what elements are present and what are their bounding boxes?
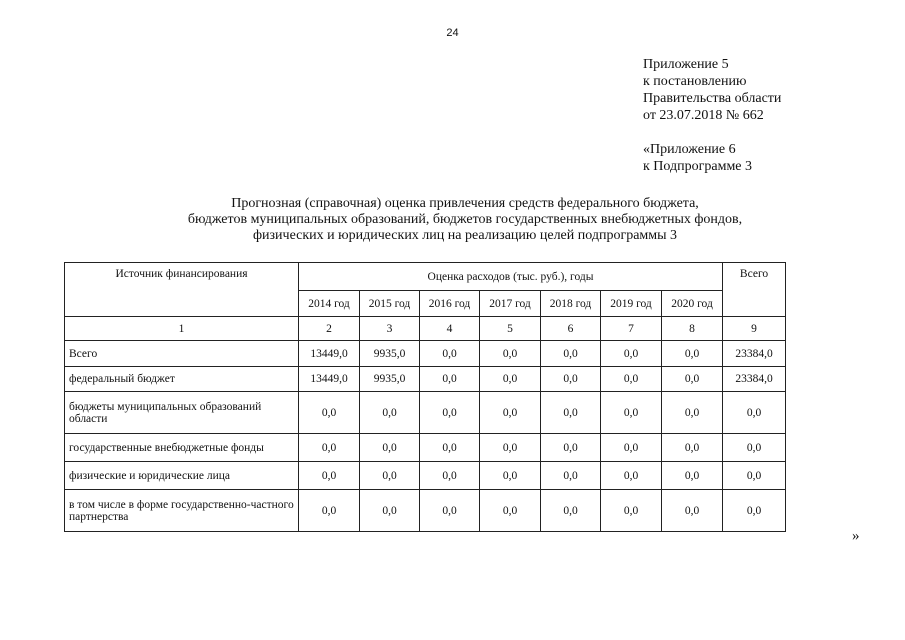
column-number: 8 [662,317,723,341]
value-cell: 0,0 [299,462,360,490]
value-cell: 0,0 [480,462,541,490]
appendix-header [643,56,781,175]
value-cell: 0,0 [662,341,723,367]
value-cell: 0,0 [601,367,662,392]
value-cell: 0,0 [541,367,601,392]
value-cell: 0,0 [480,392,541,434]
value-cell: 0,0 [360,462,420,490]
column-number: 1 [65,317,299,341]
appendix-line: от 23.07.2018 № 662 [643,108,764,123]
title-line: Прогнозная (справочная) оценка привлечения средств федерального бюджета, [231,196,699,211]
table-row [65,434,786,462]
column-number: 7 [601,317,662,341]
value-cell: 0,0 [601,434,662,462]
total-cell: 0,0 [723,434,786,462]
value-cell: 0,0 [360,490,420,532]
value-cell: 0,0 [480,341,541,367]
source-cell: государственные внебюджетные фонды [65,434,299,462]
value-cell: 0,0 [662,367,723,392]
value-cell: 0,0 [420,434,480,462]
value-cell: 0,0 [480,490,541,532]
value-cell: 0,0 [360,392,420,434]
year-header: 2014 год [299,291,360,317]
value-cell: 0,0 [601,490,662,532]
value-cell: 0,0 [662,490,723,532]
table-row [65,367,786,392]
column-number: 5 [480,317,541,341]
year-header: 2018 год [541,291,601,317]
total-cell: 23384,0 [723,367,786,392]
table-row [65,341,786,367]
value-cell: 9935,0 [360,367,420,392]
total-cell: 23384,0 [723,341,786,367]
appendix-line: «Приложение 6 [643,142,736,157]
value-cell: 0,0 [662,462,723,490]
appendix-line: Правительства области [643,91,782,106]
estimate-header: Оценка расходов (тыс. руб.), годы [299,263,723,291]
value-cell: 0,0 [299,392,360,434]
source-cell: в том числе в форме государственно-частного партнерства [65,490,299,532]
value-cell: 0,0 [541,392,601,434]
document-title [110,196,820,244]
page-number: 24 [446,27,459,39]
column-number: 6 [541,317,601,341]
value-cell: 13449,0 [299,341,360,367]
year-header: 2019 год [601,291,662,317]
value-cell: 0,0 [420,341,480,367]
value-cell: 9935,0 [360,341,420,367]
value-cell: 0,0 [541,490,601,532]
value-cell: 0,0 [420,367,480,392]
table-row [65,392,786,434]
value-cell: 0,0 [480,367,541,392]
source-cell: федеральный бюджет [65,367,299,392]
source-cell: бюджеты муниципальных образований области [65,392,299,434]
year-header: 2020 год [662,291,723,317]
value-cell: 0,0 [541,434,601,462]
source-cell: Всего [65,341,299,367]
value-cell: 13449,0 [299,367,360,392]
year-header: 2017 год [480,291,541,317]
title-line: бюджетов муниципальных образований, бюджетов государственных внебюджетных фондов, [187,212,743,227]
value-cell: 0,0 [541,341,601,367]
value-cell: 0,0 [420,462,480,490]
table-row [65,490,786,532]
total-cell: 0,0 [723,490,786,532]
value-cell: 0,0 [601,462,662,490]
appendix-line: к постановлению [643,74,747,89]
total-header: Всего [723,263,786,317]
value-cell: 0,0 [601,341,662,367]
value-cell: 0,0 [420,490,480,532]
column-number: 2 [299,317,360,341]
source-cell: физические и юридические лица [65,462,299,490]
year-header: 2016 год [420,291,480,317]
value-cell: 0,0 [601,392,662,434]
value-cell: 0,0 [480,434,541,462]
value-cell: 0,0 [662,434,723,462]
closing-quote: » [852,528,860,544]
column-number: 9 [723,317,786,341]
source-header: Источник финансирования [65,263,299,317]
value-cell: 0,0 [299,490,360,532]
appendix-line: к Подпрограмме 3 [643,159,753,174]
value-cell: 0,0 [360,434,420,462]
value-cell: 0,0 [662,392,723,434]
table-row [65,462,786,490]
title-line: физических и юридических лиц на реализацию целей подпрограммы 3 [252,228,678,243]
total-cell: 0,0 [723,392,786,434]
value-cell: 0,0 [541,462,601,490]
value-cell: 0,0 [299,434,360,462]
financing-table [64,262,786,532]
total-cell: 0,0 [723,462,786,490]
column-number: 3 [360,317,420,341]
value-cell: 0,0 [420,392,480,434]
appendix-line: Приложение 5 [643,57,729,72]
year-header: 2015 год [360,291,420,317]
column-number: 4 [420,317,480,341]
